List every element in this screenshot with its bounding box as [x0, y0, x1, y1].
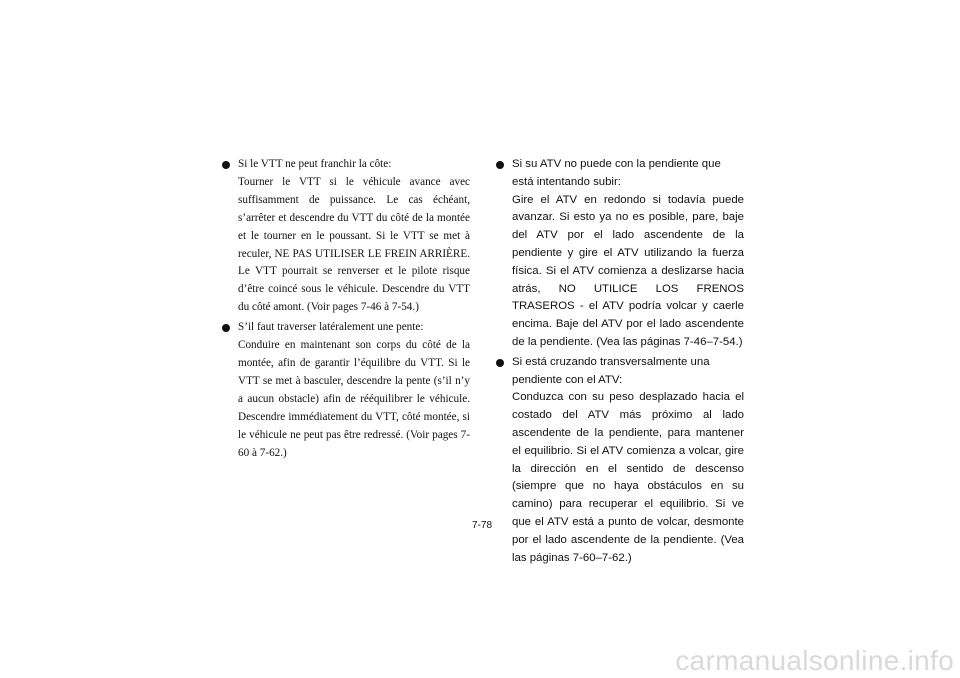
- item-body: Gire el ATV en redondo si todavía puede avanzar. Si esto ya no es posible, pare, baje del ATV por el lado ascendente de la pendiente y gire el ATV utilizando la fuerza física. Si el ATV comienza a deslizarse hacia atrás, NO UTILICE LOS FRENOS TRASEROS - el ATV podría volcar y caerle encima. Baje del ATV por el lado ascendente de la pendiente. (Vea las páginas 7-46–7-54.): [512, 193, 744, 348]
- list-item: [222, 156, 470, 317]
- list-item: [496, 354, 744, 568]
- item-body: Conduzca con su peso desplazado hacia el costado del ATV más próximo al lado ascendente de la pendiente, para mantener el equilibrio. Si el ATV comienza a volcar, gire la dirección en el sentido de descenso (siempre que no haya obstáculos en su camino) para recuperar el equilibrio. Si ve que el ATV está a punto de volcar, desmonte por el lado ascendente de la pendiente. (Vea las páginas 7-60–7-62.): [512, 391, 744, 564]
- bullet-icon: [496, 359, 504, 367]
- item-title: Si está cruzando transversalmente una pendiente con el ATV:: [512, 355, 710, 386]
- french-column: [222, 156, 470, 464]
- list-item: [222, 319, 470, 462]
- bullet-icon: [222, 324, 230, 332]
- list-item: [496, 156, 744, 352]
- item-body: Tourner le VTT si le véhicule avance avec suffisamment de puissance. Le cas échéant, s’arrêter et descendre du VTT du côté de la montée et le tourner en le poussant. Si le VTT se met à reculer, NE PAS UTILISER LE FREIN ARRIÈRE. Le VTT pourrait se renverser et le pilote risque d’être coincé sous le véhicule. Descendre du VTT du côté amont. (Voir pages 7-46 à 7-54.): [238, 175, 470, 314]
- bullet-icon: [496, 161, 504, 169]
- item-body: Conduire en maintenant son corps du côté de la montée, afin de garantir l’équilibre du VTT. Si le VTT se met à basculer, descendre la pente (s’il n’y a aucun obstacle) afin de rééquilibrer le véhicule. Descendre immédiatement du VTT, côté montée, si le véhicule ne peut pas être redressé. (Voir pages 7-60 à 7-62.): [238, 339, 470, 459]
- spanish-column: [496, 156, 744, 569]
- watermark: carmanualsonline.info: [675, 645, 954, 676]
- bullet-icon: [222, 161, 230, 169]
- item-title: Si le VTT ne peut franchir la côte:: [238, 158, 392, 170]
- page-number: 7-78: [471, 520, 492, 531]
- item-title: S’il faut traverser latéralement une pente:: [238, 321, 424, 334]
- item-title: Si su ATV no puede con la pendiente que está intentando subir:: [512, 158, 721, 188]
